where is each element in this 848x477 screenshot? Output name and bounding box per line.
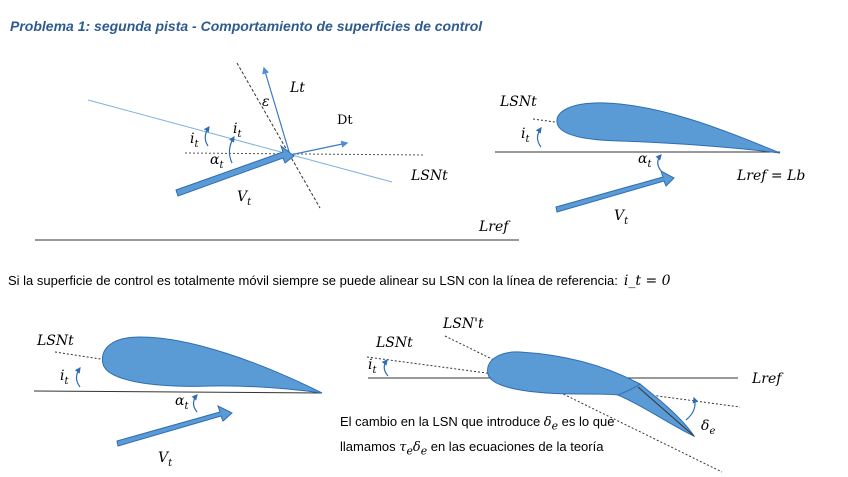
- it-arc: [77, 368, 81, 387]
- velocity-arrow: [117, 406, 232, 446]
- airfoil-shape: [488, 352, 640, 395]
- diagram-deflected-surface: [367, 316, 784, 472]
- label-alpha: $\alpha_t$: [210, 152, 224, 171]
- label-lsnt: LSNt: [376, 335, 413, 351]
- label-it: $i_t$: [60, 368, 69, 387]
- drag-vector: [290, 143, 347, 155]
- alignment-statement-text: Si la superficie de control es totalmente móvil siempre se puede alinear su LSN con la línea de referencia:: [8, 273, 618, 288]
- diagram-airfoil-bottom-left: [34, 333, 322, 469]
- label-lref-lb: Lref = Lb: [737, 168, 806, 184]
- page-title: Problema 1: segunda pista - Comportamiento de superficies de control: [10, 18, 483, 34]
- alignment-equation: i_t = 0: [623, 273, 671, 289]
- it-arc-left: [205, 127, 209, 146]
- label-it-left: $i_t$: [190, 131, 199, 150]
- label-velocity: $V_t$: [158, 450, 173, 469]
- dashed-normal-line: [237, 63, 320, 208]
- delta-arc: [686, 398, 695, 420]
- it-arc: [538, 128, 542, 147]
- label-lref: Lref: [479, 219, 509, 235]
- label-it-right: $i_t$: [233, 121, 242, 140]
- lsn-prime-dotted-line: [445, 336, 722, 472]
- label-lt: Lt: [290, 80, 305, 96]
- label-alpha: $\alpha_t$: [638, 151, 652, 170]
- tau-delta-symbol: $\tau_e\delta_e$: [399, 439, 428, 458]
- caption-line-2-b: en las ecuaciones de la teoría: [427, 438, 604, 454]
- label-it: $i_t$: [521, 126, 530, 145]
- velocity-arrow: [556, 171, 674, 212]
- label-lsnt: LSNt: [411, 168, 448, 184]
- diagram-airfoil-top: [495, 94, 805, 227]
- alpha-arc: [194, 395, 198, 412]
- label-epsilon: ε: [262, 94, 270, 110]
- lift-vector: [264, 68, 290, 155]
- label-delta-e: $\delta_e$: [701, 418, 716, 437]
- diagram-forces: [35, 63, 519, 240]
- label-alpha: $\alpha_t$: [175, 393, 189, 412]
- caption-line-1-b: es lo que: [558, 414, 615, 429]
- airfoil-shape: [557, 103, 780, 153]
- delta-e-symbol: $\delta_e$: [543, 415, 559, 433]
- alpha-arc: [229, 137, 234, 163]
- label-lsnt: LSNt: [500, 94, 537, 110]
- label-velocity: $V_t$: [237, 189, 252, 208]
- alpha-arc: [658, 155, 662, 172]
- control-surface-flap: [618, 384, 694, 436]
- flap-chord-line: [638, 387, 694, 436]
- airfoil-shape: [102, 337, 322, 393]
- dotted-reference-line: [185, 153, 425, 155]
- label-it: $i_t$: [368, 357, 377, 376]
- label-dt: Dt: [337, 113, 353, 128]
- label-lsn-prime-t: LSN't: [443, 316, 484, 332]
- caption-line-1-a: El cambio en la LSN que introduce: [340, 414, 544, 429]
- label-lref: Lref: [752, 371, 782, 387]
- label-lsnt: LSNt: [37, 333, 74, 349]
- it-arc: [384, 360, 388, 376]
- caption-line-2-a: llamamos: [340, 438, 400, 454]
- label-velocity: $V_t$: [614, 208, 629, 227]
